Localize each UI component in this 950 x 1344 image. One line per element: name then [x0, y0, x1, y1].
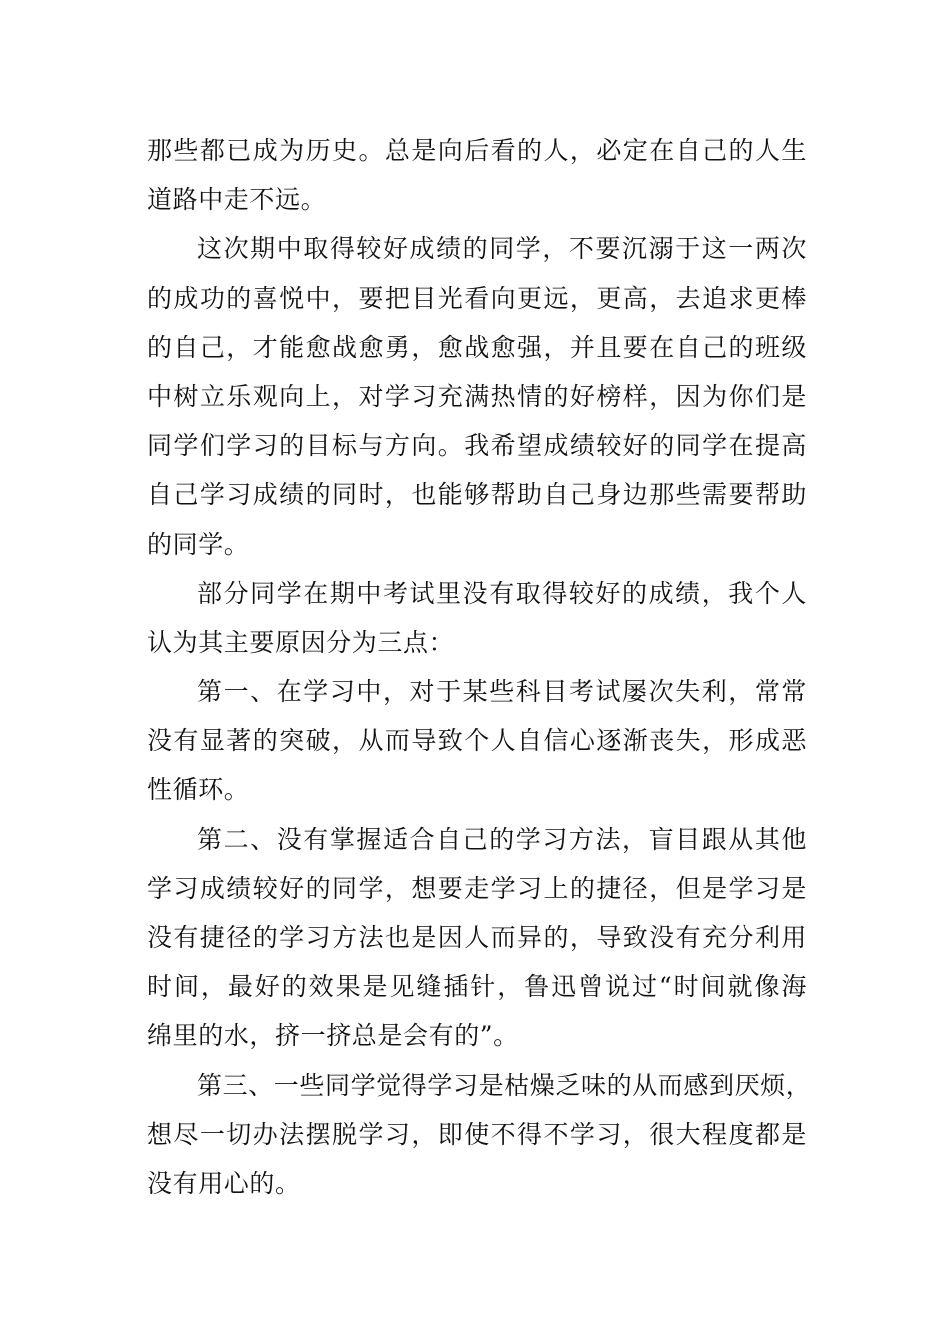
text-line: 部分同学在期中考试里没有取得较好的成绩，我个人 — [197, 578, 807, 608]
text-line: 这次期中取得较好成绩的同学，不要沉溺于这一两次 — [197, 234, 807, 264]
text-line: 那些都已成为历史。总是向后看的人，必定在自己的人生 — [147, 136, 807, 165]
text-line: 第一、在学习中，对于某些科目考试屡次失利，常常 — [197, 677, 807, 707]
text-line: 的自己，才能愈战愈勇，愈战愈强，并且要在自己的班级 — [147, 332, 807, 362]
text-line: 道路中走不远。 — [147, 185, 327, 215]
text-line: 第二、没有掌握适合自己的学习方法，盲目跟从其他 — [197, 824, 807, 854]
text-line: 没有用心的。 — [147, 1168, 301, 1198]
text-line: 想尽一切办法摆脱学习，即使不得不学习，很大程度都是 — [147, 1119, 807, 1149]
text-line: 没有显著的突破，从而导致个人自信心逐渐丧失，形成恶 — [147, 726, 807, 756]
text-line: 自己学习成绩的同时，也能够帮助自己身边那些需要帮助 — [147, 480, 807, 510]
text-line: 学习成绩较好的同学，想要走学习上的捷径，但是学习是 — [147, 873, 807, 903]
text-line: 的成功的喜悦中，要把目光看向更远，更高，去追求更棒 — [147, 283, 807, 313]
text-line: 第三、一些同学觉得学习是枯燥乏味的从而感到厌烦， — [197, 1070, 812, 1100]
text-line: 绵里的水，挤一挤总是会有的”。 — [147, 1021, 519, 1051]
text-line: 中树立乐观向上，对学习充满热情的好榜样，因为你们是 — [147, 381, 807, 411]
text-line: 没有捷径的学习方法也是因人而异的，导致没有充分利用 — [147, 923, 807, 952]
text-line: 的同学。 — [147, 529, 250, 559]
text-line: 性循环。 — [147, 775, 250, 805]
text-line: 认为其主要原因分为三点： — [147, 627, 455, 657]
text-line: 同学们学习的目标与方向。我希望成绩较好的同学在提高 — [147, 431, 807, 461]
document-body — [147, 126, 812, 1208]
text-line: 时间，最好的效果是见缝插针，鲁迅曾说过“时间就像海 — [147, 972, 807, 1002]
